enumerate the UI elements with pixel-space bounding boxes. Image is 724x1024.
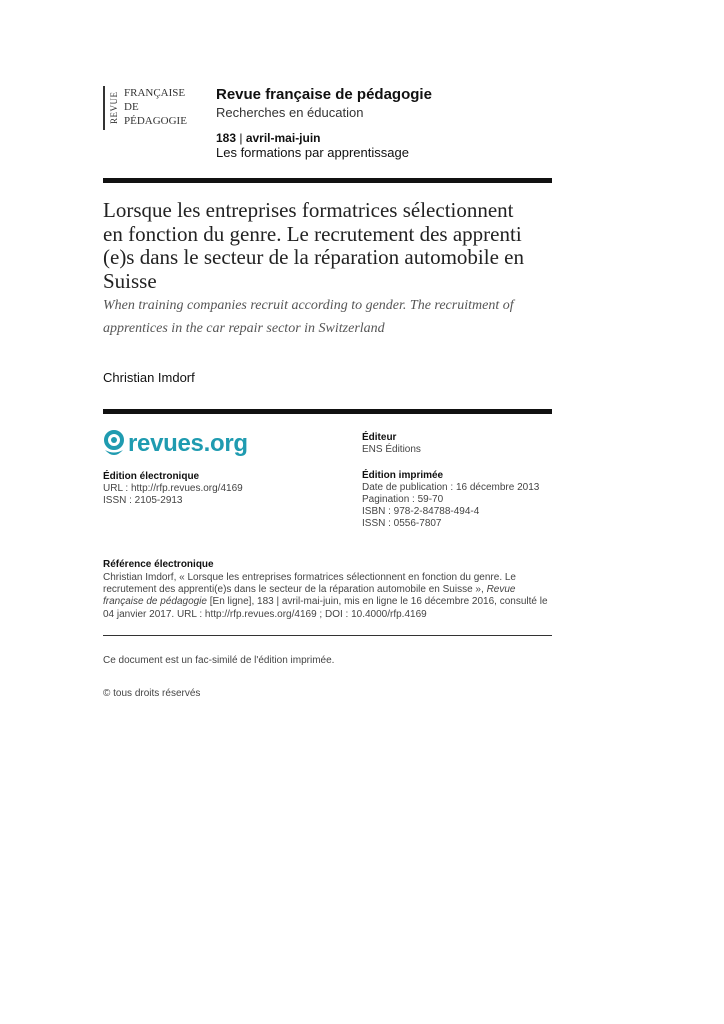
reference-journal: Revue française de pédagogie [103,584,516,608]
electronic-edition-issn: ISSN : 2105-2913 [103,495,183,506]
issue-number: 183 [216,131,237,145]
reference-text [103,572,555,621]
electronic-edition-heading: Édition électronique [103,471,200,482]
article-subtitle-line: When training companies recruit according to gender. The recruitment of [103,298,514,313]
footer-rule [103,635,552,636]
publisher [362,432,421,456]
logo-side-text: REVUE [109,91,119,125]
journal-subtitle: Recherches en éducation [216,105,364,120]
journal-title: Revue française de pédagogie [216,86,432,103]
article-title [103,199,555,293]
print-edition-isbn: ISBN : 978-2-84788-494-4 [362,506,480,517]
reference-part2: [En ligne], 183 | avril-mai-juin, mis en ligne le 16 décembre 2016, consulté le 04 janvier 2017. URL : http://rfp.revues.org/4169 ; DOI : 10.4000/rfp.4169 [103,596,548,620]
section-rule [103,409,552,414]
article-title-line: Suisse [103,268,157,293]
print-edition-heading: Édition imprimée [362,470,444,481]
publisher-name: ENS Éditions [362,444,421,455]
print-edition-date: Date de publication : 16 décembre 2013 [362,482,540,493]
revues-logo[interactable] [103,428,248,460]
article-subtitle [103,294,555,340]
facsimile-note: Ce document est un fac-similé de l'édition imprimée. [103,655,335,666]
article-title-line: en fonction du genre. Le recrutement des apprenti [103,221,522,246]
revues-logo-icon [103,430,125,458]
logo-line: FRANÇAISE [124,87,186,99]
print-edition [362,470,539,530]
reference-heading: Référence électronique [103,559,214,570]
issue-date: avril-mai-juin [245,131,321,145]
issue-separator: | [236,131,246,145]
header-rule [103,178,552,183]
article-title-line: Lorsque les entreprises formatrices sélectionnent [103,198,514,222]
article-subtitle-line: apprentices in the car repair sector in Switzerland [103,321,385,336]
revues-logo-text: revues.org [128,430,248,457]
electronic-edition [103,471,243,507]
journal-logo [124,86,187,128]
print-edition-issn: ISSN : 0556-7807 [362,518,442,529]
logo-line: DE [124,101,139,113]
publisher-heading: Éditeur [362,432,397,443]
print-edition-pagination: Pagination : 59-70 [362,494,444,505]
logo-line: PÉDAGOGIE [124,115,187,127]
article-title-line: (e)s dans le secteur de la réparation automobile en [103,245,524,269]
electronic-edition-url[interactable]: URL : http://rfp.revues.org/4169 [103,483,243,494]
rights-note: © tous droits réservés [103,688,201,699]
reference-part1: Christian Imdorf, « Lorsque les entreprises formatrices sélectionnent en fonction du genre. Le recrutement des apprenti(e)s dans le secteur de la réparation automobile en Suisse », [103,572,516,596]
article-author: Christian Imdorf [103,370,195,385]
issue-info [216,131,321,145]
issue-theme: Les formations par apprentissage [216,145,409,160]
logo-divider [103,86,105,130]
